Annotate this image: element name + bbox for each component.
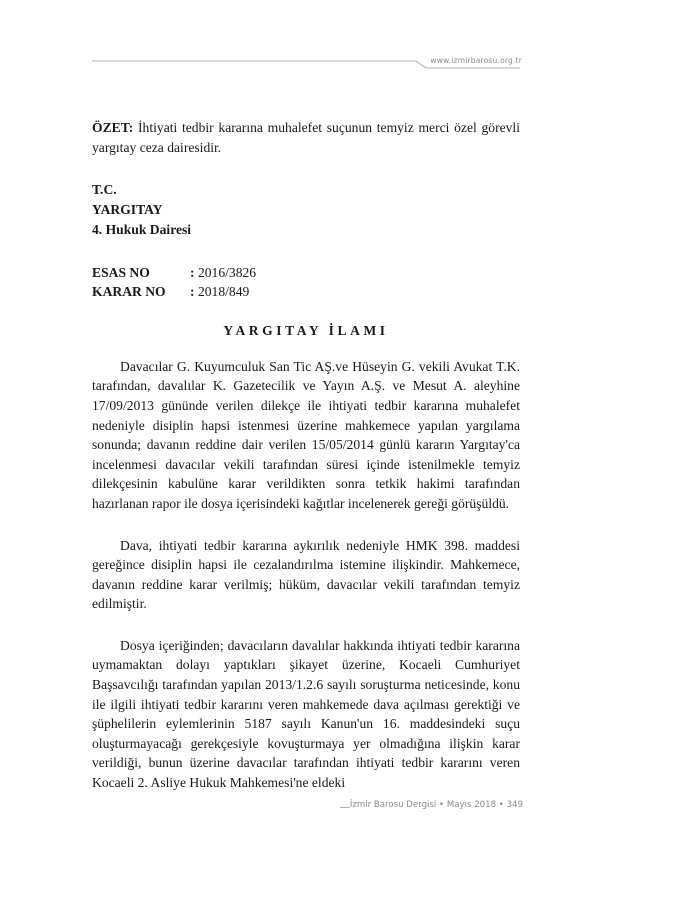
karar-value: 2018/849 [197,284,250,300]
court-line-chamber: 4. Hukuk Dairesi [92,221,192,237]
esas-value: 2016/3826 [197,264,257,280]
case-references [92,263,520,303]
karar-label: KARAR NO [92,284,166,300]
court-heading [92,180,520,239]
esas-colon: : [190,264,195,280]
paragraph: Dosya içeriğinden; davacıların davalılar hakkında ihtiyati tedbir kararına uymamaktan dolayı yaptıkları şikayet üzerine, Kocaeli Cumhuriyet Başsavcılığı tarafından yapılan 2013/1.2.6 sayılı soruşturma neticesinde, konu ile ilgili ihtiyati tedbir kararını veren mahkemede dava açılması gerektiği ve şüphelilerin eylemlerinin 5187 sayılı Kanun'un 16. maddesindeki suçu oluşturmayacağı gerekçesiyle kovuşturmaya yer olmadığına ilişkin karar verildiği, bunun üzerine davacılar tarafından ihtiyati tedbir kararını veren Kocaeli 2. Asliye Hukuk Mahkemesi'ne eldeki [92,637,520,791]
paragraph: Dava, ihtiyati tedbir kararına aykırılık nedeniyle HMK 398. maddesi gereğince disiplin hapsi ile cezalandırılma istemine ilişkindir. Mahkemece, davanın reddine karar verilmiş; hüküm, davacılar vekili tarafından temyiz edilmiştir. [92,537,520,612]
paragraph: Davacılar G. Kuyumculuk San Tic AŞ.ve Hüseyin G. vekili Avukat T.K. tarafından, davalılar K. Gazetecilik ve Yayın A.Ş. ve Mesut A. aleyhine 17/09/2013 gününde verilen dilekçe ile ihtiyati tedbir kararına muhalefet nedeniyle disiplin hapsi istenmesi üzerine mahkemece yapılan yargılama sonunda; davanın reddine dair verilen 15/05/2014 günlü kararın Yargıtay'ca incelenmesi davacılar vekili tarafından süresi içinde istenilmekle temyiz dilekçesinin kabulüne karar verildikten sonra tetkik hakimi tarafından hazırlanan rapor ile dosya içerisindeki kağıtlar incelenerek gereği görüşüldü. [92,358,520,511]
court-line-yargitay: YARGITAY [92,201,163,217]
header-url: www.izmirbarosu.org.tr [430,56,522,65]
karar-colon: : [190,284,195,300]
header-rule [92,60,520,70]
ilam-title: YARGITAY İLAMI [223,323,389,339]
document-body [92,118,520,793]
esas-label: ESAS NO [92,264,150,280]
summary-label: ÖZET: [92,120,134,135]
summary [92,118,520,157]
court-line-tc: T.C. [92,182,117,198]
footer-text: İzmir Barosu Dergisi • Mayıs 2018 • 349 [349,800,523,810]
summary-text: İhtiyati tedbir kararına muhalefet suçunun temyiz merci özel görevli yargıtay ceza dairesidir. [92,120,520,155]
karar-row [92,282,520,302]
esas-row [92,263,520,283]
